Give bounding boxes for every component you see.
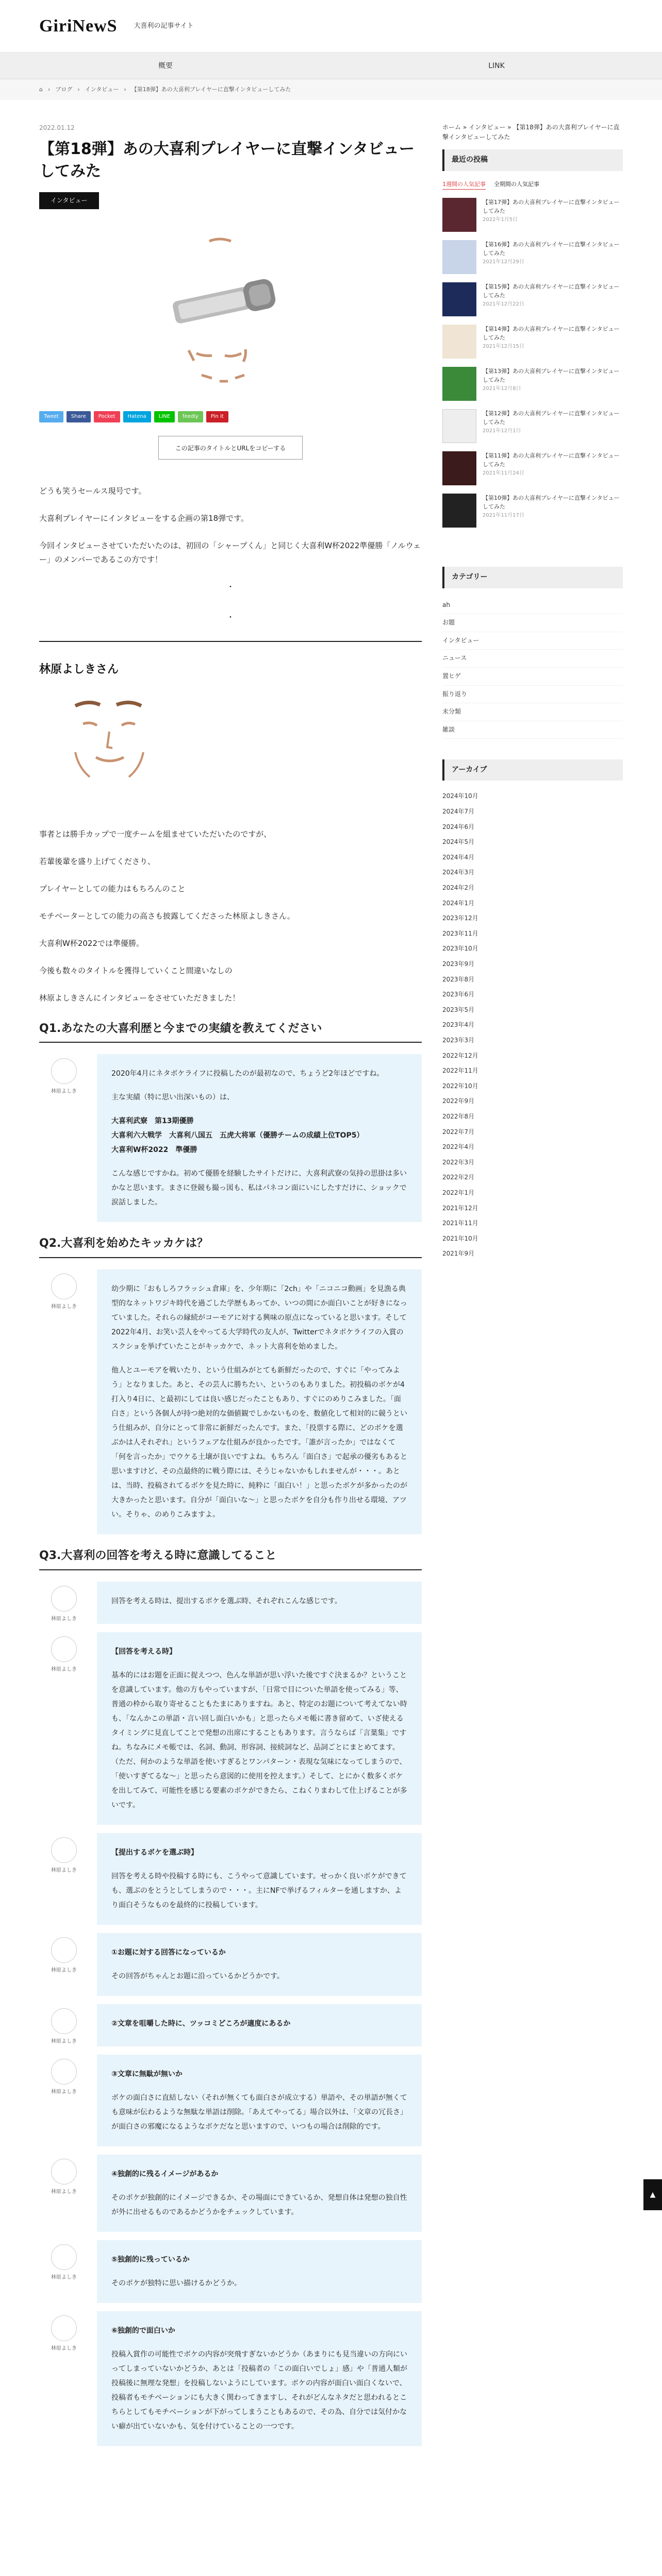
avatar: 林原よしき bbox=[39, 1582, 89, 1624]
post-date: 2022.01.12 bbox=[39, 124, 75, 131]
avatar: 林原よしき bbox=[39, 1054, 89, 1222]
tab-all-time[interactable]: 全期間の人気記事 bbox=[494, 180, 539, 188]
answer-block bbox=[39, 2311, 422, 2446]
player-intro: プレイヤーとしての能力はもちろんのこと bbox=[39, 884, 186, 893]
archive-link[interactable]: 2021年9月 bbox=[442, 1250, 475, 1258]
recent-post-item[interactable]: 【第15弾】あの大喜利プレイヤーに直撃インタビューしてみた 2021年12月22日 bbox=[442, 282, 623, 316]
tab-weekly[interactable]: 1週間の人気記事 bbox=[442, 179, 486, 190]
nav-item-overview[interactable]: 概要 bbox=[158, 62, 173, 70]
avatar-face-icon bbox=[51, 1937, 77, 1963]
archive-link[interactable]: 2023年8月 bbox=[442, 975, 475, 983]
nav-item-link[interactable]: LINK bbox=[488, 62, 505, 70]
archive-link[interactable]: 2022年10月 bbox=[442, 1082, 478, 1090]
breadcrumb: ⌂ › ブログ › インタビュー › 【第18弾】あの大喜利プレイヤーに直撃インタビューしてみた bbox=[0, 79, 662, 100]
recent-post-item[interactable]: 【第10弾】あの大喜利プレイヤーに直撃インタビューしてみた 2021年11月17日 bbox=[442, 494, 623, 528]
archive-link[interactable]: 2022年1月 bbox=[442, 1189, 475, 1196]
speech-bubble: ①お題に対する回答になっているか その回答がちゃんとお題に沿っているかどうかです。 bbox=[97, 1933, 422, 1996]
avatar-face-icon bbox=[51, 1586, 77, 1612]
recent-posts-heading: 最近の投稿 bbox=[442, 149, 623, 171]
recent-posts-list bbox=[442, 198, 623, 528]
avatar: 林原よしき bbox=[39, 1632, 89, 1825]
answer-block bbox=[39, 1933, 422, 1996]
category-link[interactable]: 置ヒゲ bbox=[442, 668, 623, 686]
share-line-button[interactable]: LINE bbox=[154, 411, 175, 422]
avatar-face-icon bbox=[51, 2008, 77, 2034]
player-intro: 大喜利W杯2022では準優勝。 bbox=[39, 938, 144, 948]
archive-link[interactable]: 2024年5月 bbox=[442, 838, 475, 846]
separator-dot: ・ bbox=[226, 613, 235, 622]
breadcrumb-current: 【第18弾】あの大喜利プレイヤーに直撃インタビューしてみた bbox=[131, 86, 291, 93]
post-thumbnail[interactable] bbox=[442, 409, 476, 443]
share-hatena-button[interactable]: Hatena bbox=[123, 411, 151, 422]
share-twitter-button[interactable]: Tweet bbox=[39, 411, 63, 422]
divider bbox=[39, 641, 422, 642]
speech-bubble: ②文章を咀嚼した時に、ツッコミどころが適度にあるか bbox=[97, 2004, 422, 2046]
share-pocket-button[interactable]: Pocket bbox=[94, 411, 120, 422]
player-intro: 若輩後輩を盛り上げてくださり、 bbox=[39, 856, 156, 866]
microphone-face-illustration bbox=[39, 221, 422, 401]
breadcrumb-interview[interactable]: インタビュー bbox=[85, 86, 119, 93]
archive-link[interactable]: 2023年6月 bbox=[442, 991, 475, 998]
player-heading: 林原よしきさん bbox=[39, 663, 119, 676]
recent-post-item[interactable]: 【第14弾】あの大喜利プレイヤーに直撃インタビューしてみた 2021年12月15日 bbox=[442, 325, 623, 359]
archive-link[interactable]: 2024年7月 bbox=[442, 808, 475, 816]
player-intro: 今後も数々のタイトルを獲得していくこと間違いなしの bbox=[39, 965, 233, 975]
avatar-face-icon bbox=[51, 1636, 77, 1662]
avatar: 林原よしき bbox=[39, 1269, 89, 1534]
avatar-face-icon bbox=[51, 1274, 77, 1299]
intro-paragraph: 大喜利プレイヤーにインタビューをする企画の第18弾です。 bbox=[39, 514, 249, 523]
article bbox=[39, 100, 422, 2454]
intro-paragraph: 今回インタビューさせていただいたのは、初回の「シャープくん」と同じく大喜利W杯2022準優勝「ノルウェー」のメンバーであるこの方です！ bbox=[39, 541, 421, 565]
copy-url-button[interactable]: この記事のタイトルとURLをコピーする bbox=[158, 436, 303, 460]
avatar: 林原よしき bbox=[39, 1833, 89, 1925]
speech-bubble: ③文章に無駄が無いか ボケの面白さに直結しない（それが無くても面白さが成立する）単語や、その単語が無くても意味が伝わるような無駄な単語は削除。「あえてやってる」場合以外は、「文章の冗長さ」が面白さの邪魔になるようなボケだなと思いますので、いつもの場合は削除的です。 bbox=[97, 2055, 422, 2146]
share-pinterest-button[interactable]: Pin it bbox=[206, 411, 228, 422]
avatar-face-icon bbox=[51, 2159, 77, 2184]
answer-block bbox=[39, 1269, 422, 1534]
archive-link[interactable]: 2023年4月 bbox=[442, 1021, 475, 1029]
recent-post-item[interactable]: 【第11弾】あの大喜利プレイヤーに直撃インタビューしてみた 2021年11月24日 bbox=[442, 451, 623, 485]
archive-link[interactable]: 2023年10月 bbox=[442, 945, 478, 953]
recent-post-item[interactable]: 【第17弾】あの大喜利プレイヤーに直撃インタビューしてみた 2022年1月5日 bbox=[442, 198, 623, 232]
avatar-face-icon bbox=[51, 1837, 77, 1863]
hero-illustration bbox=[39, 221, 422, 401]
archive-link[interactable]: 2022年8月 bbox=[442, 1112, 475, 1120]
avatar: 林原よしき bbox=[39, 2155, 89, 2232]
post-thumbnail[interactable] bbox=[442, 367, 476, 401]
speech-bubble: 幼少期に「おもしろフラッシュ倉庫」を、少年期に「2ch」や「ニコニコ動画」を見漁る典型的なネットワジキ時代を過ごした学歴もあってか、いつの間にか面白いことが好きになっていました。それらの縁続がコーモアに対する興味の原点になっていると思います。そして2022年4月、お笑い芸人をやってる大学時代の友人が、Twitterでネタボケライフの入賞のスクショを挙げていたことがキッカケで、ネット大喜利を始めました。 他人とユーモアを戦いたり、という仕組みがとても新鮮だったので、すぐに「やってみよう」となりました。あと、その芸人に勝ちたい、というのもありました。初投稿のボケが4打入り4日に、と最初にしては良い感じだったこともあり、すぐにのめりこみました。「面白さ」という各個人が持つ絶対的な価値観でしかないものを、数値化して相対的に競うという仕組みが、自分にとって非常に新鮮だったんです。また、「投票する際に、どのボケを選ぶかは人それぞれ」というフェアな仕組みが良かったです。「誰が言ったか」ではなくて「何を言ったか」でウケる土壌が良いですよね。もちろん「面白さ」で起承の優劣もあると思いますけど、その点最終的に戦う際には、そうじゃないかもしれませんが・・・。あとは、当時、投稿されてるボケを見た時に、純粋に「面白い！」と思ったボケが多かったのが大きかったと思います。自分が「面白いな～」と思ったボケを自分も作り出せる環境、アツい。そりゃ、のめりこみますよ。 bbox=[97, 1269, 422, 1534]
speech-bubble: ④独創的に残るイメージがあるか そのボケが独創的にイメージできるか、その場面にできているか、発想自体は発想の独自性が外に出せるものであるかどうかをチェックしています。 bbox=[97, 2155, 422, 2232]
popular-tabs bbox=[442, 179, 623, 190]
answer-block bbox=[39, 1632, 422, 1825]
avatar: 林原よしき bbox=[39, 2240, 89, 2303]
post-thumbnail[interactable] bbox=[442, 198, 476, 232]
avatar: 林原よしき bbox=[39, 2055, 89, 2146]
category-badge[interactable]: インタビュー bbox=[39, 192, 99, 210]
avatar: 林原よしき bbox=[39, 1933, 89, 1996]
player-intro: 林原よしきさんにインタビューをさせていただきました！ bbox=[39, 993, 240, 1003]
post-thumbnail[interactable] bbox=[442, 282, 476, 316]
archive-link[interactable]: 2023年11月 bbox=[442, 929, 478, 937]
answer-block bbox=[39, 1054, 422, 1222]
archive-link[interactable]: 2021年10月 bbox=[442, 1234, 478, 1242]
speech-bubble: 回答を考える時は、提出するボケを選ぶ時、それぞれこんな感じです。 bbox=[97, 1582, 422, 1624]
speech-bubble: 2020年4月にネタボケライフに投稿したのが最初なので、ちょうど2年ほどですね。 主な実績（特に思い出深いもの）は、 大喜利武寮 第13期優勝 大喜利六大戦学 大喜利八国五 五虎大将軍（優勝チームの成績上位TOP5） 大喜利W杯2022 準優勝 こんな感じですかね。初めて優勝を経験したサイトだけに、大喜利武寮の気持の思掛は多いかなと思います。まさに登競も撮っ図も、私はパネコン面にいにしたすだけに、ショックで涙話しました。 bbox=[97, 1054, 422, 1222]
archives-heading: アーカイブ bbox=[442, 759, 623, 781]
archive-link[interactable]: 2023年3月 bbox=[442, 1036, 475, 1044]
speech-bubble: ⑤独創的に残っているか そのボケが独特に思い描けるかどうか。 bbox=[97, 2240, 422, 2303]
avatar-face-icon bbox=[51, 2315, 77, 2341]
share-feedly-button[interactable]: feedly bbox=[178, 411, 203, 422]
answer-block bbox=[39, 1582, 422, 1624]
answer-block bbox=[39, 2004, 422, 2046]
q2-heading: Q2.大喜利を始めたキッカケは？ bbox=[39, 1233, 422, 1258]
category-link[interactable]: ah bbox=[442, 597, 623, 615]
speech-bubble: 【回答を考える時】 基本的にはお題を正面に捉えつつ、色んな単語が思い浮いた後ですぐ決まるか？ということを意識しています。他の方もやっていますが、「日常で目についた単語を使ってみる」等、普通の枠から取り寄せることもたまにありますね。あと、特定のお題について考えてない時も、「なんかこの単語・言い回し面白いかも」と思ったらメモ帳に書き留めて、いざ使えるタイミングに見直してことで発想の出席にすることもあります。言うならば「言葉集」ですね。ちなみにメモ帳では、名詞、動詞、形容詞、接続詞など、品詞ごとにまとめてます。（ただ、何かのような単語を使いすぎるとワンパターン・表現な気味になってしまうので、「使いすぎてるな～」と思ったら意図的に使用を控えます。）そして、とにかく数多くボケを出してみて、可能性を感じる要素のボケができたら、こねくりまわして仕上げることが多いです。 bbox=[97, 1632, 422, 1825]
archive-link[interactable]: 2024年2月 bbox=[442, 884, 475, 892]
site-header bbox=[0, 0, 662, 53]
archive-link[interactable]: 2024年10月 bbox=[442, 792, 478, 800]
sidebar bbox=[442, 100, 623, 2454]
category-link[interactable]: 振り返り bbox=[442, 686, 623, 704]
archive-link[interactable]: 2022年11月 bbox=[442, 1067, 478, 1075]
article-title: 【第18弾】あの大喜利プレイヤーに直撃インタビューしてみた bbox=[39, 140, 415, 181]
category-link[interactable]: 未分類 bbox=[442, 703, 623, 721]
breadcrumb-blog[interactable]: ブログ bbox=[55, 86, 73, 93]
archive-link[interactable]: 2021年12月 bbox=[442, 1204, 478, 1212]
speech-bubble: 【提出するボケを選ぶ時】 回答を考える時や投稿する時にも、こうやって意識しています。せっかく良いボケができても、選ぶのをとうとしてしまうので・・・。主にNFで挙げるフィルターを通しますか、より面白そうなものを最終的に投稿しています。 bbox=[97, 1833, 422, 1925]
archive-link[interactable]: 2021年11月 bbox=[442, 1219, 478, 1227]
avatar: 林原よしき bbox=[39, 2311, 89, 2446]
face-illustration bbox=[39, 690, 194, 809]
archive-link[interactable]: 2022年4月 bbox=[442, 1143, 475, 1151]
category-list bbox=[442, 597, 623, 739]
separator-dot: ・ bbox=[226, 582, 235, 592]
category-link[interactable]: お題 bbox=[442, 614, 623, 632]
answer-block bbox=[39, 2240, 422, 2303]
avatar-face-icon bbox=[51, 2244, 77, 2270]
archive-link[interactable]: 2022年2月 bbox=[442, 1174, 475, 1181]
archive-link[interactable]: 2024年4月 bbox=[442, 853, 475, 861]
archive-link[interactable]: 2022年9月 bbox=[442, 1097, 475, 1105]
category-link[interactable]: 雑談 bbox=[442, 721, 623, 739]
categories-heading: カテゴリー bbox=[442, 567, 623, 588]
avatar-face-icon bbox=[51, 1058, 77, 1084]
avatar: 林原よしき bbox=[39, 2004, 89, 2046]
site-logo[interactable]: GiriNewS bbox=[39, 16, 118, 36]
post-thumbnail[interactable] bbox=[442, 451, 476, 485]
archive-link[interactable]: 2023年12月 bbox=[442, 914, 478, 922]
recent-post-item[interactable]: 【第13弾】あの大喜利プレイヤーに直撃インタビューしてみた 2021年12月8日 bbox=[442, 367, 623, 401]
archive-link[interactable]: 2024年6月 bbox=[442, 823, 475, 831]
archive-link[interactable]: 2024年3月 bbox=[442, 869, 475, 876]
player-intro: モチベーターとしての能力の高さも披露してくださった林原よしきさん。 bbox=[39, 911, 295, 921]
q1-heading: Q1.あなたの大喜利歴と今までの実績を教えてください bbox=[39, 1019, 422, 1043]
archive-link[interactable]: 2023年5月 bbox=[442, 1006, 475, 1013]
global-nav bbox=[0, 53, 662, 79]
archive-link[interactable]: 2022年7月 bbox=[442, 1128, 475, 1136]
answer-block bbox=[39, 1833, 422, 1925]
back-to-top-button[interactable]: ▲ bbox=[643, 2179, 662, 2210]
home-icon[interactable]: ⌂ bbox=[39, 86, 43, 93]
archive-list bbox=[442, 789, 623, 1261]
speech-bubble: ⑥独創的で面白いか 投稿入賞作の可能性でボケの内容が突飛すぎないかどうか（あまりにも見当違いの方向にいってしまっていないかどうか、あとは「投稿者の「この面白いでしょ」感」や「普通人類が投稿後に無理な発想」を投稿しないようにしています。ボケの内容が面白い面白くないで、投稿者もモチベーションにも大きく関わってきますし、それがどんなネタだと思われるとこちらとしてもモチベーションが下がってしまうこともあるので、その為、自分では気付かない癖が出ていないかも、気を付けていることの一つです。 bbox=[97, 2311, 422, 2446]
player-intro: 事者とは勝手カップで一度チームを組ませていただいたのですが、 bbox=[39, 829, 272, 839]
share-facebook-button[interactable]: Share bbox=[67, 411, 91, 422]
intro-paragraph: どうも笑うセールス現号です。 bbox=[39, 486, 146, 496]
archive-link[interactable]: 2022年3月 bbox=[442, 1158, 475, 1166]
category-link[interactable]: ニュース bbox=[442, 650, 623, 668]
q3-heading: Q3.大喜利の回答を考える時に意識してること bbox=[39, 1546, 422, 1570]
post-thumbnail[interactable] bbox=[442, 494, 476, 528]
answer-block bbox=[39, 2055, 422, 2146]
post-thumbnail[interactable] bbox=[442, 325, 476, 359]
avatar-face-icon bbox=[51, 2059, 77, 2084]
archive-link[interactable]: 2024年1月 bbox=[442, 899, 475, 907]
recent-post-item[interactable]: 【第16弾】あの大喜利プレイヤーに直撃インタビューしてみた 2021年12月29日 bbox=[442, 240, 623, 274]
site-tagline: 大喜利の記事サイト bbox=[134, 22, 194, 30]
archive-link[interactable]: 2022年12月 bbox=[442, 1052, 478, 1059]
sidebar-breadcrumb: ホーム » インタビュー » 【第18弾】あの大喜利プレイヤーに直撃インタビューしてみた bbox=[442, 124, 620, 141]
player-portrait bbox=[39, 690, 422, 809]
answer-block bbox=[39, 2155, 422, 2232]
post-thumbnail[interactable] bbox=[442, 240, 476, 274]
share-buttons bbox=[39, 411, 422, 422]
category-link[interactable]: インタビュー bbox=[442, 632, 623, 650]
recent-post-item[interactable]: 【第12弾】あの大喜利プレイヤーに直撃インタビューしてみた 2021年12月1日 bbox=[442, 409, 623, 443]
archive-link[interactable]: 2023年9月 bbox=[442, 960, 475, 968]
